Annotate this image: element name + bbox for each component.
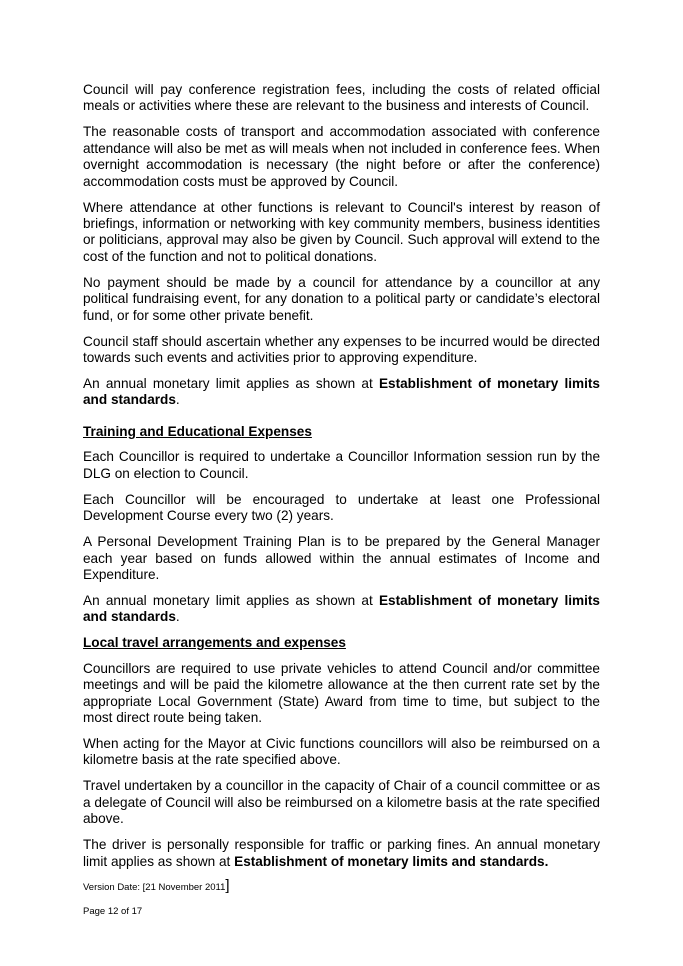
limit-text: An annual monetary limit applies as shown at <box>83 376 379 392</box>
paragraph-private-vehicles: Councillors are required to use private vehicles to attend Council and/or committee meetings and will be paid the kilometre allowance at the then current rate set by the appropriate Local Government (State) Award from time to time, but subject to the most direct route being taken. <box>83 660 600 725</box>
paragraph-training-plan: A Personal Development Training Plan is to be prepared by the General Manager each year based on funds allowed within the annual estimates of Income and Expenditure. <box>83 534 600 582</box>
limit-link-text: Establishment of monetary limits and standards <box>83 376 600 408</box>
paragraph-acting-mayor: When acting for the Mayor at Civic functions councillors will also be reimbursed on a kilometre basis at the rate specified above. <box>83 735 600 768</box>
paragraph-professional-development: Each Councillor will be encouraged to undertake at least one Professional Development Course every two (2) years. <box>83 491 600 524</box>
document-body <box>83 82 600 880</box>
limit-period: . <box>175 609 180 625</box>
paragraph-monetary-limit-1 <box>83 376 600 409</box>
fines-limit-text: Establishment of monetary limits and standards. <box>234 853 549 869</box>
footer-version-date <box>83 877 230 894</box>
paragraph-political-events: No payment should be made by a council for attendance by a councillor at any political fundraising event, for any donation to a political party or candidate’s electoral fund, or for some other private benefit. <box>83 274 600 323</box>
paragraph-staff-ascertain: Council staff should ascertain whether any expenses to be incurred would be directed towards such events and activities prior to approving expenditure. <box>83 333 600 366</box>
version-date-text: Version Date: [21 November 2011 <box>83 882 226 893</box>
limit-link-text: Establishment of monetary limits and standards <box>83 592 600 625</box>
paragraph-driver-fines <box>83 837 600 870</box>
paragraph-chair-delegate: Travel undertaken by a councillor in the capacity of Chair of a council committee or as a delegate of Council will also be reimbursed on a kilometre basis at the rate specified above. <box>83 778 600 827</box>
paragraph-transport-accommodation: The reasonable costs of transport and accommodation associated with conference attendance will also be met as will meals when not included in conference fees. When overnight accommodation is necessary (the night before or after the conference) accommodation costs must be approved by Council. <box>83 124 600 189</box>
paragraph-conference-fees: Council will pay conference registration fees, including the costs of related official meals or activities where these are relevant to the business and interests of Council. <box>83 82 600 114</box>
heading-local-travel: Local travel arrangements and expenses <box>83 635 346 651</box>
limit-text: An annual monetary limit applies as shown at <box>83 592 379 608</box>
paragraph-monetary-limit-2 <box>83 593 600 626</box>
paragraph-other-functions: Where attendance at other functions is relevant to Council's interest by reason of briefings, information or networking with key community members, business identities or politicians, approval may also be given by Council. Such approval will extend to the cost of the function and not to political donations. <box>83 199 600 264</box>
limit-period: . <box>175 392 180 408</box>
heading-training-educational: Training and Educational Expenses <box>83 423 312 439</box>
footer-page-number: Page 12 of 17 <box>83 906 143 917</box>
fines-text: The driver is personally responsible for traffic or parking fines. An annual monetary limit applies as shown at <box>83 837 600 869</box>
paragraph-info-session: Each Councillor is required to undertake a Councillor Information session run by the DLG on election to Council. <box>83 449 600 481</box>
version-bracket: ] <box>225 877 230 894</box>
